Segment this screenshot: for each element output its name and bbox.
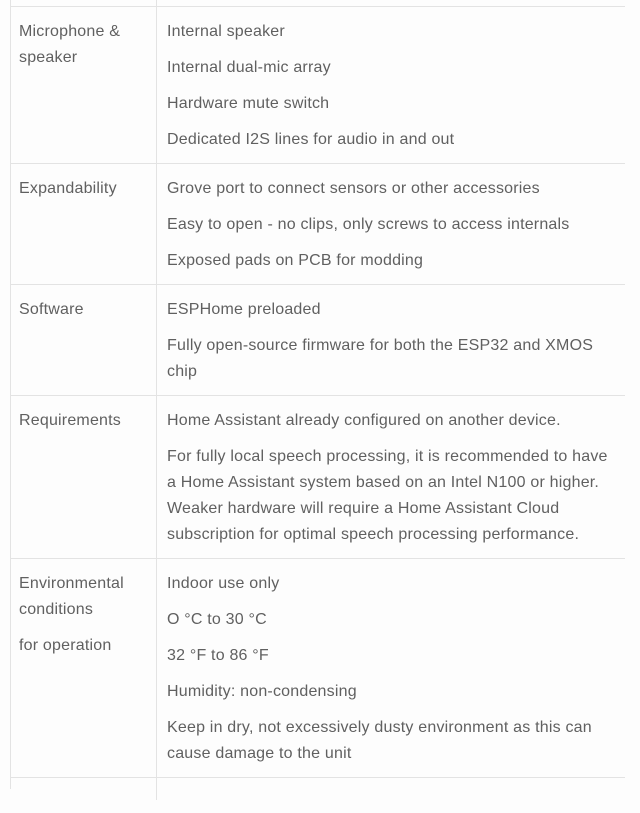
spec-rows [11, 7, 625, 778]
spec-label-cell [11, 396, 157, 558]
spec-label-text: Expandability [19, 180, 117, 197]
spec-label-cell [11, 7, 157, 163]
spec-label-cell [11, 164, 157, 284]
spec-label-text: Requirements [19, 412, 122, 429]
spec-label-cell [11, 285, 157, 395]
spec-value-text: 32 °F to 86 °F [167, 647, 269, 664]
spec-value-text: O °C to 30 °C [167, 611, 267, 628]
spec-row-partial-top [11, 0, 625, 7]
spec-value-text: Internal dual-mic array [167, 59, 331, 76]
spec-value-cell [157, 7, 625, 163]
spec-value-cell [157, 559, 625, 777]
spec-value-text: ESPHome preloaded [167, 301, 321, 318]
spec-label-cell [11, 559, 157, 777]
spec-value-text: For fully local speech processing, it is recommended to have a Home Assistant system based on an Intel N100 or higher. Weaker hardware will require a Home Assistant Cloud subscription for optimal speech processing performance. [167, 448, 608, 543]
spec-row [11, 559, 625, 778]
spec-value-text: Indoor use only [167, 575, 280, 592]
spec-row [11, 396, 625, 559]
spec-value-cell [157, 164, 625, 284]
spec-value-cell [157, 396, 625, 558]
spec-value-text: Home Assistant already configured on another device. [167, 412, 561, 429]
spec-value-text: Hardware mute switch [167, 95, 330, 112]
spec-value-text: Keep in dry, not excessively dusty environment as this can cause damage to the unit [167, 719, 592, 762]
spec-label-text: Environmental conditions [19, 575, 124, 618]
spec-value-text: Fully open-source firmware for both the ESP32 and XMOS chip [167, 337, 594, 380]
spec-value-cell [157, 778, 625, 800]
spec-label-cell [11, 778, 157, 800]
spec-row [11, 164, 625, 285]
spec-label-text: Software [19, 301, 84, 318]
spec-value-text: Internal speaker [167, 23, 285, 40]
spec-row [11, 7, 625, 164]
spec-value-text: Humidity: non-condensing [167, 683, 357, 700]
spec-value-text: Easy to open - no clips, only screws to access internals [167, 216, 570, 233]
spec-value-text: Exposed pads on PCB for modding [167, 252, 424, 269]
spec-label-text: for operation [19, 637, 112, 654]
spec-row [11, 285, 625, 396]
spec-value-text: Grove port to connect sensors or other accessories [167, 180, 540, 197]
spec-value-cell [157, 285, 625, 395]
spec-table [10, 0, 625, 789]
spec-label-text: Microphone & speaker [19, 23, 121, 66]
spec-value-text: Dedicated I2S lines for audio in and out [167, 131, 455, 148]
spec-row-partial-bottom [11, 778, 625, 789]
